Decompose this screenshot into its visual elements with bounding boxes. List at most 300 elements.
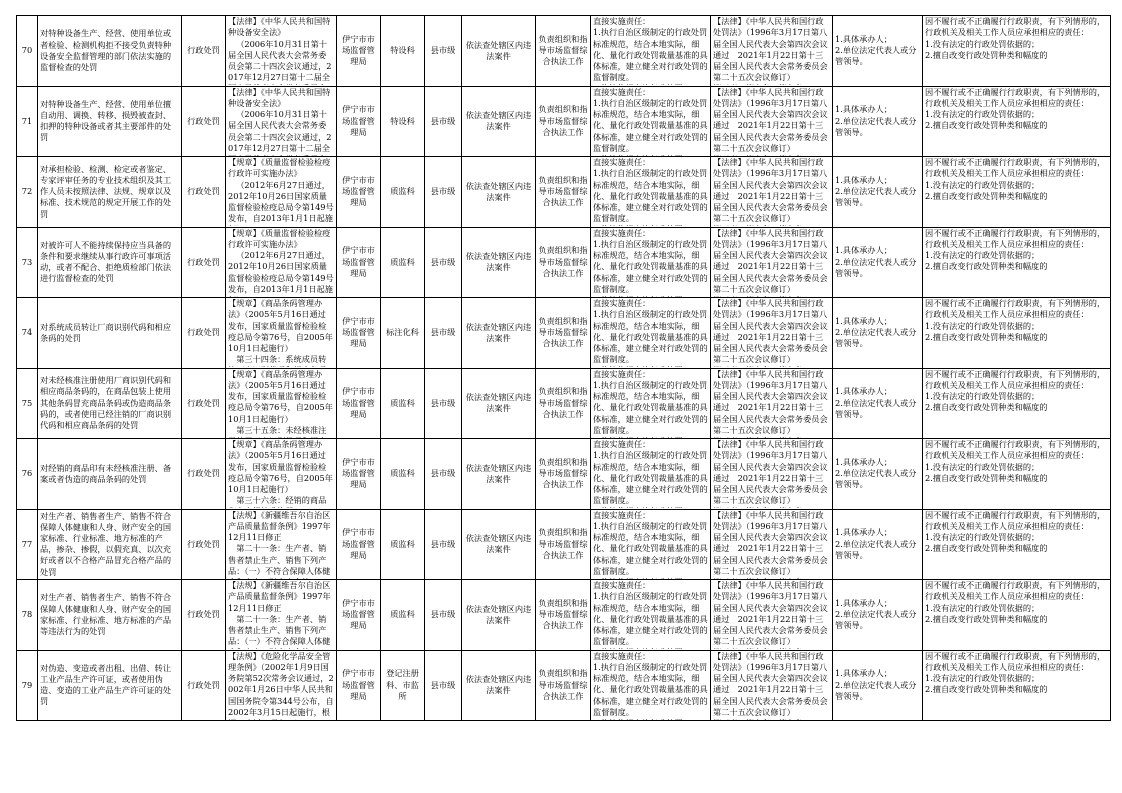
accountability-line: 因不履行或不正确履行行政职责，有下列情形的，行政机关及相关工作人员应承担相应的责任：: [925, 580, 1106, 602]
department-cell: [337, 650, 381, 721]
accountability-line: 因不履行或不正确履行行政职责，有下列情形的，行政机关及相关工作人员应承担相应的责任：: [925, 86, 1106, 108]
department-cell: [337, 298, 381, 369]
office-cell: [381, 368, 425, 439]
responsibility-basis-cell: [711, 509, 833, 580]
office-cell: [381, 16, 425, 87]
responsibility-basis-line: 【法律】《中华人民共和国行政处罚法》（1996年3月17日第八届全国人民代表大会第四次会议通过 2021年1月22日第十三届全国人民代表大会常务委员会第二十五次会议修订）: [713, 509, 828, 576]
accountability-line: 因不履行或不正确履行行政职责，有下列情形的，行政机关及相关工作人员应承担相应的责任：: [925, 650, 1106, 672]
level: 县市级: [430, 679, 456, 690]
office: 特设科: [390, 45, 415, 56]
responsibility-line: 直接实施责任：: [593, 368, 651, 379]
legal-basis-line: 第三十五条：未经核准注: [236, 424, 327, 435]
accountability-line: 2.擅自改变行政处罚种类和幅度的: [925, 402, 1048, 413]
responsibility-cell: [591, 368, 711, 439]
department-cell: [337, 439, 381, 510]
responsibility-basis-cell: [711, 86, 833, 157]
responsibility-basis-line: 【法律】《中华人民共和国行政处罚法》（1996年3月17日第八届全国人民代表大会第四次会议通过 2021年1月22日第十三届全国人民代表大会常务委员会第二十五次会议修订）: [713, 157, 828, 224]
item-name: 对承担检验、检测、检定或者鉴定、专家评审任务的专业技术组织及其工作人员未按照法律、法规、规章以及标准、技术规范的规定开展工作的处罚: [40, 163, 172, 219]
responsibility-basis-cell: [711, 439, 833, 510]
office-cell: [381, 439, 425, 510]
row-number-cell: [17, 227, 38, 298]
responsibility-basis-line: [713, 647, 830, 649]
responsibility-basis-line: 【法律】《中华人民共和国行政处罚法》（1996年3月17日第八届全国人民代表大会第四次会议通过 2021年1月22日第十三届全国人民代表大会常务委员会第二十五次会议修订）: [713, 16, 828, 83]
item-name-cell: [38, 86, 182, 157]
responsibility-basis-line: 【法律】《中华人民共和国行政处罚法》（1996年3月17日第八届全国人民代表大会第四次会议通过 2021年1月22日第十三届全国人民代表大会常务委员会第二十五次会议修订）: [713, 580, 828, 647]
accountability-line: 2.擅自改变行政处罚种类和幅度的: [925, 331, 1048, 342]
level-cell: [425, 439, 462, 510]
responsibility-basis-line: [713, 577, 830, 579]
item-category-cell: [182, 509, 226, 580]
item-name: 对系统成员转让厂商识别代码和相应条码的处罚: [40, 321, 172, 343]
duty-cell: [536, 439, 591, 510]
accountability-line: 1.没有法定的行政处罚依据的；: [925, 461, 1040, 472]
responsibility-basis-line: [713, 365, 830, 367]
scope: 依法查处辖区内违法案件: [465, 603, 532, 625]
responsible-subject-line: 1.具体承办人；: [835, 315, 892, 326]
accountability-cell: [923, 298, 1111, 369]
item-name-cell: [38, 227, 182, 298]
row-number-cell: [17, 509, 38, 580]
office-cell: [381, 509, 425, 580]
accountability-line: 2.擅自改变行政处罚种类和幅度的: [925, 261, 1048, 272]
responsibility-line: 直接实施责任：: [593, 298, 651, 309]
responsibility-basis-cell: [711, 650, 833, 721]
item-category: 行政处罚: [187, 397, 220, 408]
item-category-cell: [182, 298, 226, 369]
scope-cell: [462, 298, 536, 369]
legal-basis-cell: [226, 157, 337, 228]
responsibility-line: [593, 436, 708, 438]
item-name: 对伪造、变造或者出租、出借、转让工业产品生产许可证，或者使用伪造、变造的工业产品生产许可证的处罚: [40, 662, 172, 707]
legal-basis-line: 【规章】《商品条码管理办法》（2005年5月16日通过发布，国家质量监督检验检疫总局令第76号，自2005年10月1日起施行）: [228, 368, 333, 424]
responsibility-basis-line: 【法律】《中华人民共和国行政处罚法》（1996年3月17日第八届全国人民代表大会第四次会议通过 2021年1月22日第十三届全国人民代表大会常务委员会第二十五次会议修订）: [713, 368, 828, 435]
row-number-cell: [17, 580, 38, 651]
legal-basis-line: 第三十六条：经销的商品: [236, 495, 327, 506]
responsible-subject-cell: [833, 86, 923, 157]
legal-basis-line: 【规章】《商品条码管理办法》（2005年5月16日通过发布，国家质量监督检验检疫总局令第76号，自2005年10月1日起施行）: [228, 298, 333, 354]
item-category: 行政处罚: [187, 45, 220, 56]
duty-cell: [536, 650, 591, 721]
duty-cell: [536, 86, 591, 157]
legal-basis-line: 【法规】《新疆维吾尔自治区产品质量监督条例》1997年12月11日修正: [228, 580, 331, 613]
accountability-line: 2.擅自改变行政处罚种类和幅度的: [925, 543, 1048, 554]
scope: 依法查处辖区内违法案件: [465, 674, 532, 696]
duty-cell: [536, 157, 591, 228]
responsibility-line: 1.执行自治区级制定的行政处罚标准规范，结合本地实际，细化、量化行政处罚裁量基准的具体标准，建立健全对行政处罚的监督制度。: [593, 661, 708, 717]
row-number: 73: [21, 256, 33, 267]
item-name: 对特种设备生产、经营、使用单位擅自动用、调换、转移、损毁被查封、扣押的特种设备或者其主要部件的处罚: [40, 98, 172, 143]
accountability-line: 因不履行或不正确履行行政职责，有下列情形的，行政机关及相关工作人员应承担相应的责任：: [925, 368, 1106, 390]
scope-cell: [462, 86, 536, 157]
legal-basis-cell: [226, 439, 337, 510]
responsibility-line: 直接实施责任：: [593, 157, 651, 168]
responsibility-basis-line: [713, 224, 830, 226]
duty: 负责组织和指导市场监督综合执法工作: [538, 33, 588, 67]
accountability-cell: [923, 650, 1111, 721]
item-name-cell: [38, 650, 182, 721]
item-category-cell: [182, 86, 226, 157]
accountability-line: 因不履行或不正确履行行政职责，有下列情形的，行政机关及相关工作人员应承担相应的责任：: [925, 298, 1106, 320]
item-name: 对经销的商品印有未经核准注册、备案或者伪造的商品条码的处罚: [40, 462, 172, 484]
table-row: [17, 650, 1111, 721]
accountability-line: 1.没有法定的行政处罚依据的；: [925, 38, 1040, 49]
responsible-subject-cell: [833, 157, 923, 228]
scope: 依法查处辖区内违法案件: [465, 251, 532, 273]
duty: 负责组织和指导市场监督综合执法工作: [538, 386, 588, 419]
department-cell: [337, 86, 381, 157]
level: 县市级: [430, 256, 456, 267]
accountability-cell: [923, 16, 1111, 87]
department: 伊宁市市场监督管理局: [342, 386, 375, 419]
legal-basis-line: 第二十一条：生产者、销售者禁止生产、销售下列产品：（一）不符合保障人体健: [228, 543, 331, 576]
responsible-subject-line: 1.具体承办人；: [835, 245, 892, 256]
responsible-subject-cell: [833, 298, 923, 369]
responsible-subject-cell: [833, 227, 923, 298]
responsibility-line: [593, 506, 708, 508]
accountability-line: 2.擅自改变行政处罚种类和幅度的: [925, 120, 1048, 131]
department: 伊宁市市场监督管理局: [342, 527, 375, 560]
level: 县市级: [430, 115, 456, 126]
responsibility-basis-line: [713, 295, 830, 297]
level: 县市级: [430, 45, 456, 56]
responsibility-line: 直接实施责任：: [593, 650, 651, 661]
legal-basis-line: 第三十四条：系统成员转: [236, 354, 327, 365]
accountability-line: 1.没有法定的行政处罚依据的；: [925, 602, 1040, 613]
row-number: 79: [21, 679, 33, 690]
legal-basis-cell: [226, 16, 337, 87]
responsibility-basis-line: 【法律】《中华人民共和国行政处罚法》（1996年3月17日第八届全国人民代表大会第四次会议通过 2021年1月22日第十三届全国人民代表大会常务委员会第二十五次会议修订）: [713, 227, 828, 294]
responsible-subject-line: 2.单位法定代表人或分管领导。: [835, 256, 917, 278]
duty: 负责组织和指导市场监督综合执法工作: [538, 668, 588, 701]
responsibility-line: 直接实施责任：: [593, 580, 651, 591]
row-number-cell: [17, 16, 38, 87]
responsibility-basis-line: 【法律】《中华人民共和国行政处罚法》（1996年3月17日第八届全国人民代表大会第四次会议通过 2021年1月22日第十三届全国人民代表大会常务委员会第二十五次会议修订）: [713, 86, 828, 153]
office: 标注化科: [386, 327, 419, 338]
responsible-subject-line: 1.具体承办人；: [835, 527, 892, 538]
responsible-subject-line: 2.单位法定代表人或分管领导。: [835, 679, 917, 701]
responsible-subject-line: 1.具体承办人；: [835, 33, 892, 44]
item-category: 行政处罚: [187, 679, 220, 690]
level: 县市级: [430, 327, 456, 338]
accountability-line: 因不履行或不正确履行行政职责，有下列情形的，行政机关及相关工作人员应承担相应的责任：: [925, 227, 1106, 249]
accountability-cell: [923, 86, 1111, 157]
duty: 负责组织和指导市场监督综合执法工作: [538, 597, 588, 631]
scope: 依法查处辖区内违法案件: [465, 321, 532, 343]
row-number-cell: [17, 650, 38, 721]
legal-basis-line: 【规章】《质量监督检验检疫行政许可实施办法》: [228, 227, 331, 249]
item-category-cell: [182, 439, 226, 510]
responsible-subject-line: 1.具体承办人；: [835, 104, 892, 115]
responsible-subject-line: 1.具体承办人；: [835, 386, 892, 397]
department: 伊宁市市场监督管理局: [342, 245, 375, 278]
table-row: [17, 439, 1111, 510]
responsibility-line: 直接实施责任：: [593, 86, 651, 97]
responsibility-basis-line: 【法律】《中华人民共和国行政处罚法》（1996年3月17日第八届全国人民代表大会第四次会议通过 2021年1月22日第十三届全国人民代表大会常务委员会第二十五次会议修订）: [713, 298, 828, 365]
item-category-cell: [182, 157, 226, 228]
legal-basis-line: 【法规】《危险化学品安全管理条例》（2002年1月9日国务院第52次常务会议通过，2002年1月26日中华人民共和国国务院令第344号公布，自2002年3月15日起施行，根: [228, 650, 334, 717]
responsibility-basis-line: [713, 718, 830, 720]
item-name-cell: [38, 16, 182, 87]
department-cell: [337, 509, 381, 580]
accountability-line: 因不履行或不正确履行行政职责，有下列情形的，行政机关及相关工作人员应承担相应的责任：: [925, 157, 1106, 179]
responsibility-basis-line: [713, 83, 830, 85]
responsibility-basis-cell: [711, 580, 833, 651]
row-number-cell: [17, 298, 38, 369]
responsible-subject-cell: [833, 16, 923, 87]
row-number: 70: [21, 45, 33, 56]
level-cell: [425, 580, 462, 651]
scope: 依法查处辖区内违法案件: [465, 533, 532, 555]
accountability-cell: [923, 580, 1111, 651]
responsible-subject-cell: [833, 368, 923, 439]
responsibility-line: 1.执行自治区级制定的行政处罚标准规范，结合本地实际，细化、量化行政处罚裁量基准的具体标准，建立健全对行政处罚的监督制度。: [593, 309, 708, 365]
department: 伊宁市市场监督管理局: [342, 597, 375, 631]
responsibility-line: 直接实施责任：: [593, 16, 651, 27]
item-category: 行政处罚: [187, 468, 220, 479]
accountability-line: 2.擅自改变行政处罚种类和幅度的: [925, 190, 1048, 201]
accountability-line: 因不履行或不正确履行行政职责，有下列情形的，行政机关及相关工作人员应承担相应的责任：: [925, 439, 1106, 461]
responsibility-line: 1.执行自治区级制定的行政处罚标准规范，结合本地实际，细化、量化行政处罚裁量基准的具体标准，建立健全对行政处罚的监督制度。: [593, 591, 708, 647]
responsibility-basis-cell: [711, 157, 833, 228]
responsible-subject-line: 2.单位法定代表人或分管领导。: [835, 609, 917, 631]
table-row: [17, 368, 1111, 439]
legal-basis-cell: [226, 368, 337, 439]
item-category: 行政处罚: [187, 186, 220, 197]
responsibility-cell: [591, 227, 711, 298]
responsible-subject-line: 2.单位法定代表人或分管领导。: [835, 115, 917, 137]
table-row: [17, 227, 1111, 298]
responsibility-line: [593, 83, 708, 85]
item-category-cell: [182, 580, 226, 651]
office: 特设科: [390, 115, 415, 126]
responsible-subject-line: 2.单位法定代表人或分管领导。: [835, 468, 917, 490]
table-row: [17, 580, 1111, 651]
responsibility-basis-line: [713, 154, 830, 156]
item-name-cell: [38, 298, 182, 369]
responsibility-cell: [591, 509, 711, 580]
accountability-line: 1.没有法定的行政处罚依据的；: [925, 532, 1040, 543]
table-row: [17, 509, 1111, 580]
duty-cell: [536, 16, 591, 87]
item-category-cell: [182, 650, 226, 721]
responsibility-line: 1.执行自治区级制定的行政处罚标准规范，结合本地实际，细化、量化行政处罚裁量基准的具体标准，建立健全对行政处罚的监督制度。: [593, 97, 708, 153]
responsible-subject-line: 2.单位法定代表人或分管领导。: [835, 45, 917, 67]
department-cell: [337, 157, 381, 228]
department: 伊宁市市场监督管理局: [342, 668, 375, 701]
department-cell: [337, 580, 381, 651]
item-category-cell: [182, 16, 226, 87]
item-category: 行政处罚: [187, 115, 220, 126]
responsibility-line: 1.执行自治区级制定的行政处罚标准规范，结合本地实际，细化、量化行政处罚裁量基准的具体标准，建立健全对行政处罚的监督制度。: [593, 520, 708, 576]
legal-basis-line: 第二十一条：生产者、销售者禁止生产、销售下列产品：（一）不符合保障人体健: [228, 613, 331, 647]
scope: 依法查处辖区内违法案件: [465, 39, 532, 61]
responsibility-line: 直接实施责任：: [593, 509, 651, 520]
table-body: [17, 16, 1111, 721]
responsibility-basis-cell: [711, 298, 833, 369]
responsible-subject-line: 1.具体承办人；: [835, 597, 892, 608]
legal-basis-cell: [226, 227, 337, 298]
level-cell: [425, 227, 462, 298]
accountability-line: 1.没有法定的行政处罚依据的；: [925, 250, 1040, 261]
item-category: 行政处罚: [187, 256, 220, 267]
accountability-line: 1.没有法定的行政处罚依据的；: [925, 109, 1040, 120]
responsibility-basis-cell: [711, 368, 833, 439]
scope: 依法查处辖区内违法案件: [465, 462, 532, 484]
legal-basis-line: 【法律】《中华人民共和国特种设备安全法》: [228, 16, 331, 38]
responsibility-cell: [591, 86, 711, 157]
accountability-line: 1.没有法定的行政处罚依据的；: [925, 320, 1040, 331]
responsibility-line: [593, 577, 708, 579]
scope-cell: [462, 509, 536, 580]
row-number: 71: [21, 115, 33, 126]
responsible-subject-line: 2.单位法定代表人或分管领导。: [835, 397, 917, 419]
accountability-line: 因不履行或不正确履行行政职责，有下列情形的，行政机关及相关工作人员应承担相应的责任：: [925, 16, 1106, 38]
item-category-cell: [182, 227, 226, 298]
item-name-cell: [38, 580, 182, 651]
responsible-subject-line: 1.具体承办人；: [835, 668, 892, 679]
responsible-subject-line: 2.单位法定代表人或分管领导。: [835, 538, 917, 560]
legal-basis-cell: [226, 650, 337, 721]
level-cell: [425, 298, 462, 369]
responsibility-cell: [591, 580, 711, 651]
legal-basis-cell: [226, 298, 337, 369]
table-row: [17, 298, 1111, 369]
responsibility-basis-line: 【法律】《中华人民共和国行政处罚法》（1996年3月17日第八届全国人民代表大会第四次会议通过 2021年1月22日第十三届全国人民代表大会常务委员会第二十五次会议修订）: [713, 650, 828, 717]
row-number: 72: [21, 186, 33, 197]
responsibility-line: 1.执行自治区级制定的行政处罚标准规范，结合本地实际，细化、量化行政处罚裁量基准的具体标准，建立健全对行政处罚的监督制度。: [593, 450, 708, 506]
responsibility-line: [593, 647, 708, 649]
department: 伊宁市市场监督管理局: [342, 174, 375, 208]
accountability-line: 2.擅自改变行政处罚种类和幅度的: [925, 613, 1048, 624]
level: 县市级: [430, 186, 456, 197]
accountability-line: 因不履行或不正确履行行政职责，有下列情形的，行政机关及相关工作人员应承担相应的责任：: [925, 509, 1106, 531]
duty: 负责组织和指导市场监督综合执法工作: [538, 527, 588, 560]
department: 伊宁市市场监督管理局: [342, 315, 375, 349]
level-cell: [425, 157, 462, 228]
item-category: 行政处罚: [187, 538, 220, 549]
legal-basis-line: （2012年6月27日通过，2012年10月26日国家质量监督检验检疫总局令第149号发布，自2013年1月1日起施: [228, 250, 334, 294]
responsible-subject-line: 1.具体承办人；: [835, 456, 892, 467]
row-number: 76: [21, 468, 33, 479]
legal-basis-line: （2006年10月31日第十届全国人民代表大会常务委员会第二十四次会议通过，2017年12月27日第十二届全: [228, 109, 332, 153]
office: 质监科: [390, 609, 415, 620]
responsibility-line: 直接实施责任：: [593, 439, 651, 450]
duty-cell: [536, 509, 591, 580]
responsibility-basis-cell: [711, 16, 833, 87]
duty-cell: [536, 580, 591, 651]
item-name: 对被许可人不能持续保持应当具备的条件和要求继续从事行政许可事项活动，或者不配合、拒绝质检部门依法进行监督检查的处罚: [40, 239, 172, 284]
accountability-line: 1.没有法定的行政处罚依据的；: [925, 391, 1040, 402]
level: 县市级: [430, 397, 456, 408]
legal-basis-line: 【法律】《中华人民共和国特种设备安全法》: [228, 86, 331, 108]
scope-cell: [462, 368, 536, 439]
row-number: 77: [21, 538, 33, 549]
responsibility-basis-line: 【法律】《中华人民共和国行政处罚法》（1996年3月17日第八届全国人民代表大会第四次会议通过 2021年1月22日第十三届全国人民代表大会常务委员会第二十五次会议修订）: [713, 439, 828, 506]
responsibility-basis-cell: [711, 227, 833, 298]
responsibility-line: 1.执行自治区级制定的行政处罚标准规范，结合本地实际，细化、量化行政处罚裁量基准的具体标准，建立健全对行政处罚的监督制度。: [593, 238, 708, 294]
office-cell: [381, 580, 425, 651]
responsibility-line: [593, 154, 708, 156]
accountability-line: 1.没有法定的行政处罚依据的；: [925, 179, 1040, 190]
responsible-subject-cell: [833, 439, 923, 510]
responsibility-line: 直接实施责任：: [593, 227, 651, 238]
accountability-cell: [923, 157, 1111, 228]
row-number-cell: [17, 439, 38, 510]
department: 伊宁市市场监督管理局: [342, 104, 375, 137]
scope-cell: [462, 16, 536, 87]
table-row: [17, 16, 1111, 87]
office: 质监科: [390, 468, 415, 479]
row-number: 78: [21, 609, 33, 620]
responsible-subject-cell: [833, 580, 923, 651]
duty-cell: [536, 227, 591, 298]
responsibility-line: 1.执行自治区级制定的行政处罚标准规范，结合本地实际，细化、量化行政处罚裁量基准的具体标准，建立健全对行政处罚的监督制度。: [593, 379, 708, 435]
accountability-cell: [923, 368, 1111, 439]
legal-basis-line: 【规章】《商品条码管理办法》（2005年5月16日通过发布，国家质量监督检验检疫总局令第76号，自2005年10月1日起施行）: [228, 439, 333, 495]
responsibility-cell: [591, 439, 711, 510]
legal-basis-line: （2006年10月31日第十届全国人民代表大会常务委员会第二十四次会议通过，2017年12月27日第十二届全: [228, 38, 332, 83]
row-number-cell: [17, 157, 38, 228]
legal-basis-line: 【法规】《新疆维吾尔自治区产品质量监督条例》1997年12月11日修正: [228, 509, 331, 543]
duty-cell: [536, 368, 591, 439]
department: 伊宁市市场监督管理局: [342, 33, 375, 67]
accountability-cell: [923, 439, 1111, 510]
office-cell: [381, 298, 425, 369]
level-cell: [425, 509, 462, 580]
duty-cell: [536, 298, 591, 369]
level-cell: [425, 650, 462, 721]
department: 伊宁市市场监督管理局: [342, 456, 375, 490]
item-category-cell: [182, 368, 226, 439]
item-category: 行政处罚: [187, 327, 220, 338]
responsibility-cell: [591, 298, 711, 369]
responsibility-cell: [591, 157, 711, 228]
scope: 依法查处辖区内违法案件: [465, 180, 532, 202]
responsible-subject-line: 1.具体承办人；: [835, 174, 892, 185]
responsibility-cell: [591, 16, 711, 87]
responsible-subject-line: 2.单位法定代表人或分管领导。: [835, 327, 917, 349]
scope-cell: [462, 650, 536, 721]
item-name: 对特种设备生产、经营、使用单位或者检验、检测机构拒不接受负责特种设备安全监督管理的部门依法实施的监督检查的处罚: [40, 28, 172, 72]
responsible-subject-cell: [833, 509, 923, 580]
level: 县市级: [430, 609, 456, 620]
power-list-table: [16, 15, 1111, 721]
duty: 负责组织和指导市场监督综合执法工作: [538, 174, 588, 208]
level-cell: [425, 16, 462, 87]
table-row: [17, 157, 1111, 228]
scope-cell: [462, 157, 536, 228]
legal-basis-cell: [226, 580, 337, 651]
responsible-subject-cell: [833, 650, 923, 721]
responsibility-line: 1.执行自治区级制定的行政处罚标准规范，结合本地实际，细化、量化行政处罚裁量基准的具体标准，建立健全对行政处罚的监督制度。: [593, 27, 708, 83]
scope: 依法查处辖区内违法案件: [465, 110, 532, 132]
level-cell: [425, 368, 462, 439]
responsibility-line: 1.执行自治区级制定的行政处罚标准规范，结合本地实际，细化、量化行政处罚裁量基准的具体标准，建立健全对行政处罚的监督制度。: [593, 168, 708, 224]
item-name: 对生产者、销售者生产、销售不符合保障人体健康和人身、财产安全的国家标准、行业标准、地方标准的产品，掺杂、掺假，以假充真、以次充好或者以不合格产品冒充合格产品的处罚: [40, 510, 172, 577]
office-cell: [381, 157, 425, 228]
accountability-cell: [923, 509, 1111, 580]
office-cell: [381, 227, 425, 298]
department-cell: [337, 16, 381, 87]
responsibility-line: [593, 718, 708, 720]
accountability-cell: [923, 227, 1111, 298]
level: 县市级: [430, 538, 456, 549]
responsibility-line: [593, 224, 708, 226]
office: 质监科: [390, 397, 415, 408]
item-name: 对未经核准注册使用厂商识别代码和相应商品条码的，在商品包装上使用其他条码冒充商品条码或伪造商品条码的，或者使用已经注销的厂商识别代码和相应商品条码的处罚: [40, 375, 172, 431]
scope-cell: [462, 580, 536, 651]
accountability-line: 1.没有法定的行政处罚依据的；: [925, 673, 1040, 684]
